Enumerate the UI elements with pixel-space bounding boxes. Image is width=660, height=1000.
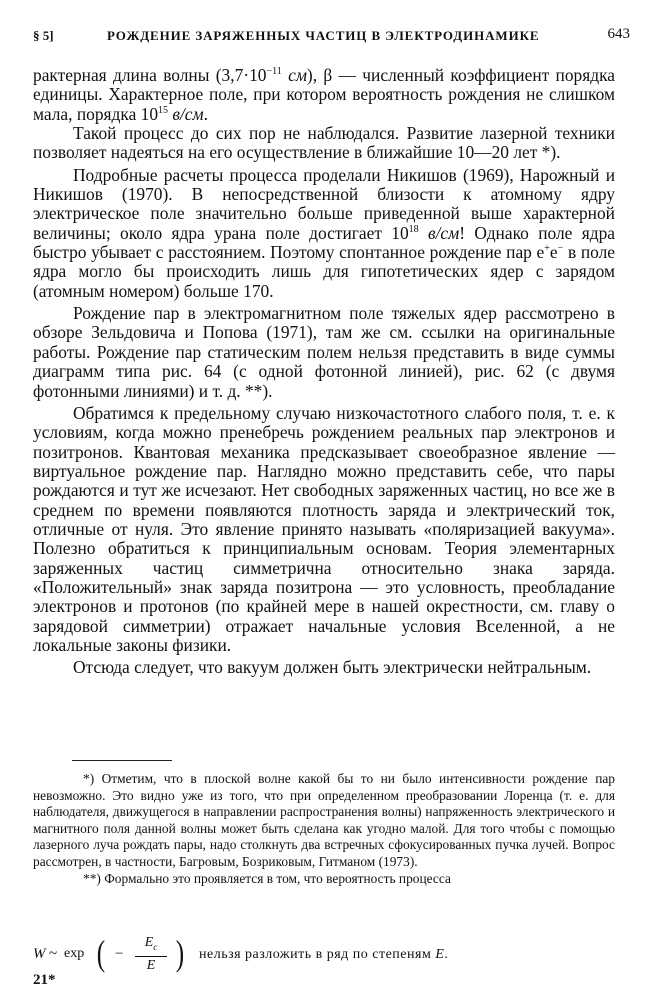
formula-sim: ~: [49, 946, 58, 962]
fraction-numerator: $E_c$: [144, 935, 158, 952]
formula-paren-right: ): [175, 933, 185, 973]
paragraph-3: Подробные расчеты процесса проделали Никишов (1969), Нарожный и Никишов (1970). В непосредственной близости к атомному ядру электрическое поле значительно больше приведенной выше характерной величины; около ядра урана поле достигает $10^{18}$ в/см! Однако поле ядра быстро убывает с расстоянием. Поэтому спонтанное рождение пар e+e− в поле ядра могло бы происходить лишь для гипотетических ядер с зарядом (атомным номером) больше 170.: [33, 164, 616, 301]
formula-exp: exp: [64, 946, 85, 961]
formula-paren-left: (: [96, 933, 106, 973]
formula-fraction: [131, 935, 171, 974]
paragraph-2: Такой процесс до сих пор не наблюдался. Развитие лазерной техники позволяет надеяться на его осуществление в ближайшие 10—20 лет *).: [33, 123, 615, 163]
fraction-denominator: E: [146, 957, 156, 973]
paragraph-6: Отсюда следует, что вакуум должен быть электрически нейтральным.: [73, 657, 592, 678]
footnote-formula: [33, 934, 533, 976]
running-header: [33, 24, 630, 48]
signature-mark: 21*: [33, 972, 56, 988]
page-number: 643: [607, 26, 630, 42]
footnotes: [33, 771, 615, 887]
formula-minus: −: [115, 946, 124, 962]
footnote-separator: [72, 760, 172, 761]
paragraph-5: Обратимся к предельному случаю низкочастотного слабого поля, т. е. к условиям, когда можно пренебречь рождением реальных пар электронов и позитронов. Квантовая механика предсказывает своеобразное явление — виртуальное рождение пар. Наглядно можно представить себе, что пары рождаются и тут же исчезают. Нет свободных заряженных частиц, но все же в среднем по времени появляются плотность заряда и электрический ток, отличные от нуля. Это явление принято называть «поляризацией вакуума». Полезно обратиться к принципиальным основам. Теория элементарных заряженных частиц симметрична относительно знака заряда. «Положительный» знак заряда позитрона — это условность, преобладание электронов и протонов (по крайней мере в нашей окрестности, см. главу о зарядовой симметрии) отражает начальные условия Вселенной, а не локальные законы физики.: [33, 402, 615, 655]
formula-text: нельзя разложить в ряд по степеням E.: [199, 947, 449, 962]
footnote-1: *) Отметим, что в плоской волне какой бы то ни было интенсивности рождение пар невозможно. Это видно уже из того, что при определенном преобразовании Лоренца (т. е. для наблюдателя, движущегося в направлении распространения волны) напряженность электрического и магнитного поля данной волны может быть сделана как угодно малой. Для того чтобы с помощью лазерного луча рождать пары, надо столкнуть два встречных сфокусированных пучка лучей. Вопрос рассмотрен, в частности, Багровым, Бозриковым, Гитманом (1973).: [33, 771, 615, 869]
footnote-2: **) Формально это проявляется в том, что вероятность процесса: [83, 870, 451, 886]
section-marker: § 5]: [33, 28, 54, 43]
main-text: [33, 66, 615, 678]
running-title: РОЖДЕНИЕ ЗАРЯЖЕННЫХ ЧАСТИЦ В ЭЛЕКТРОДИНАМИКЕ: [107, 28, 540, 43]
fraction-bar: [135, 956, 167, 957]
paragraph-1: рактерная длина волны ($3,7\cdot 10^{-11}$ см), β — численный коэффициент порядка единицы. Характерное поле, при котором вероятность рождения не слишком мала, порядка $10^{15}$ в/см.: [33, 65, 616, 124]
formula-W: W: [33, 946, 46, 962]
paragraph-4: Рождение пар в электромагнитном поле тяжелых ядер рассмотрено в обзоре Зельдовича и Попова (1971), там же см. ссылки на оригинальные работы. Рождение пар статическим полем нельзя представить в виде суммы диаграмм типа рис. 64 (с одной фотонной линией), рис. 62 (с двумя фотонными линиями) и т. д. **).: [33, 303, 615, 401]
